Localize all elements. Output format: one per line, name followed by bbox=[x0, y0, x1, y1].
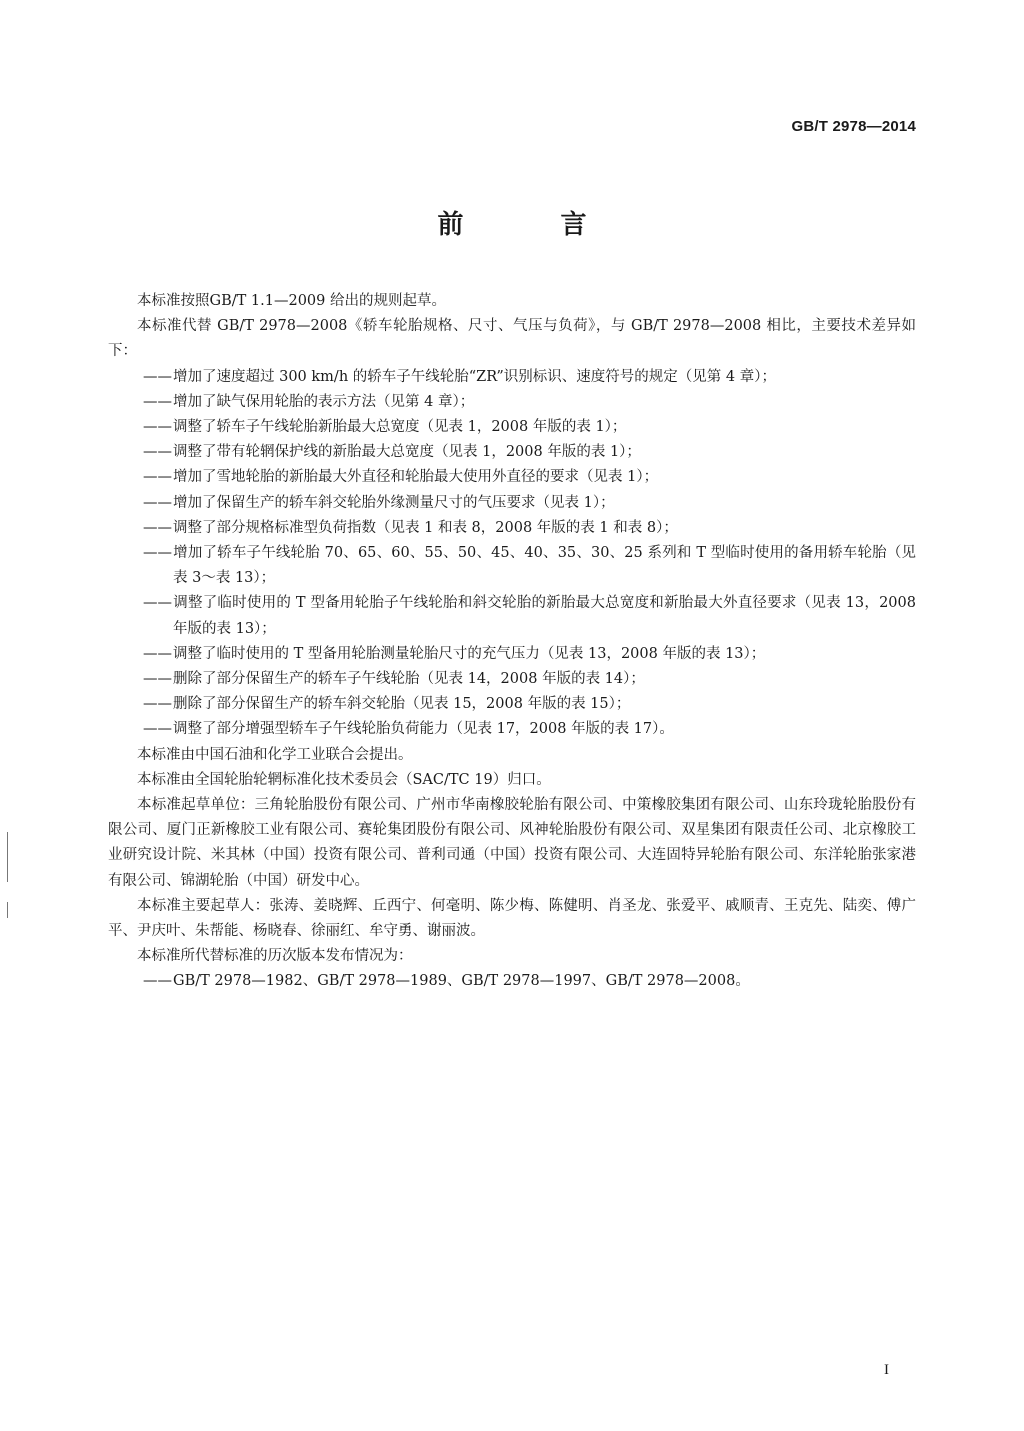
list-item bbox=[108, 465, 916, 490]
list-item bbox=[108, 642, 916, 667]
proposer-paragraph: 本标准由中国石油和化学工业联合会提出。 bbox=[137, 746, 413, 763]
history-intro-paragraph: 本标准所代替标准的历次版本发布情况为： bbox=[137, 948, 413, 965]
list-item-text: 增加了轿车子午线轮胎 70、65、60、55、50、45、40、35、30、25 系列和 T 型临时使用的备用轿车轮胎（见表 3～表 13）； bbox=[173, 545, 916, 587]
dash-marker: —— bbox=[143, 645, 172, 662]
intro-paragraph: 本标准按照GB/T 1.1—2009 给出的规则起草。 bbox=[137, 293, 446, 309]
history-item-text: GB/T 2978—1982、GB/T 2978—1989、GB/T 2978—1997、GB/T 2978—2008。 bbox=[173, 973, 750, 990]
dash-marker: —— bbox=[143, 444, 172, 461]
dash-marker: —— bbox=[143, 545, 172, 562]
document-code: GB/T 2978—2014 bbox=[791, 118, 916, 135]
dash-marker: —— bbox=[143, 595, 172, 612]
page-number: I bbox=[884, 1362, 889, 1378]
page-title: 前 言 bbox=[437, 210, 631, 240]
drafting-units-paragraph: 本标准起草单位：三角轮胎股份有限公司、广州市华南橡胶轮胎有限公司、中策橡胶集团有限公司、山东玲珑轮胎股份有限公司、厦门正新橡胶工业有限公司、赛轮集团股份有限公司、风神轮胎股份有限公司、双星集团有限责任公司、北京橡胶工业研究设计院、米其林（中国）投资有限公司、普利司通（中国）投资有限公司、大连固特异轮胎有限公司、东洋轮胎张家港有限公司、锦湖轮胎（中国）研发中心。 bbox=[108, 797, 916, 889]
list-item-text: 调整了带有轮辋保护线的新胎最大总宽度（见表 1，2008 年版的表 1）； bbox=[173, 444, 641, 461]
list-item bbox=[108, 541, 916, 591]
dash-marker: —— bbox=[143, 696, 172, 713]
list-item bbox=[108, 390, 916, 415]
list-item bbox=[108, 692, 916, 717]
dash-marker: —— bbox=[143, 393, 172, 410]
list-item-text: 调整了部分增强型轿车子午线轮胎负荷能力（见表 17，2008 年版的表 17）。 bbox=[173, 721, 674, 738]
changes-list bbox=[108, 365, 916, 743]
intro-paragraph: 本标准代替 GB/T 2978—2008《轿车轮胎规格、尺寸、气压与负荷》，与 GB/T 2978—2008 相比，主要技术差异如下： bbox=[108, 318, 916, 360]
list-item bbox=[108, 440, 916, 465]
list-item-text: 增加了保留生产的轿车斜交轮胎外缘测量尺寸的气压要求（见表 1）； bbox=[173, 494, 615, 511]
list-item bbox=[108, 717, 916, 742]
list-item bbox=[108, 491, 916, 516]
list-item-text: 调整了轿车子午线轮胎新胎最大总宽度（见表 1，2008 年版的表 1）； bbox=[173, 419, 627, 436]
list-item bbox=[108, 365, 916, 390]
dash-marker: —— bbox=[143, 519, 172, 536]
list-item bbox=[108, 516, 916, 541]
scan-margin-mark bbox=[7, 902, 8, 918]
list-item-text: 调整了临时使用的 T 型备用轮胎测量轮胎尺寸的充气压力（见表 13，2008 年版的表 13）； bbox=[173, 645, 766, 662]
drafters-paragraph: 本标准主要起草人：张涛、姜晓辉、丘西宁、何毫明、陈少梅、陈健明、肖圣龙、张爱平、戚顺青、王克先、陆奕、傅广平、尹庆叶、朱帮能、杨晓春、徐丽红、牟守勇、谢丽波。 bbox=[108, 897, 916, 940]
list-item-text: 删除了部分保留生产的轿车子午线轮胎（见表 14，2008 年版的表 14）； bbox=[173, 671, 645, 688]
dash-marker: —— bbox=[143, 671, 172, 688]
dash-marker: —— bbox=[143, 973, 172, 990]
list-item-text: 增加了速度超过 300 km/h 的轿车子午线轮胎“ZR”识别标识、速度符号的规定（见第 4 章）； bbox=[173, 368, 776, 385]
scan-margin-mark bbox=[7, 832, 8, 882]
list-item-text: 删除了部分保留生产的轿车斜交轮胎（见表 15，2008 年版的表 15）； bbox=[173, 696, 631, 713]
list-item bbox=[108, 415, 916, 440]
dash-marker: —— bbox=[143, 494, 172, 511]
dash-marker: —— bbox=[143, 469, 172, 486]
list-item-text: 增加了雪地轮胎的新胎最大外直径和轮胎最大使用外直径的要求（见表 1）； bbox=[173, 469, 659, 486]
list-item bbox=[108, 969, 916, 994]
committee-paragraph: 本标准由全国轮胎轮辋标准化技术委员会（SAC/TC 19）归口。 bbox=[137, 771, 551, 788]
list-item-text: 调整了部分规格标准型负荷指数（见表 1 和表 8，2008 年版的表 1 和表 8）； bbox=[173, 519, 678, 536]
dash-marker: —— bbox=[143, 368, 172, 385]
list-item-text: 调整了临时使用的 T 型备用轮胎子午线轮胎和斜交轮胎的新胎最大总宽度和新胎最大外直径要求（见表 13，2008 年版的表 13）； bbox=[173, 595, 916, 637]
dash-marker: —— bbox=[143, 419, 172, 436]
list-item bbox=[108, 591, 916, 641]
list-item bbox=[108, 667, 916, 692]
document-body bbox=[108, 289, 916, 995]
dash-marker: —— bbox=[143, 721, 172, 738]
list-item-text: 增加了缺气保用轮胎的表示方法（见第 4 章）； bbox=[173, 393, 475, 410]
